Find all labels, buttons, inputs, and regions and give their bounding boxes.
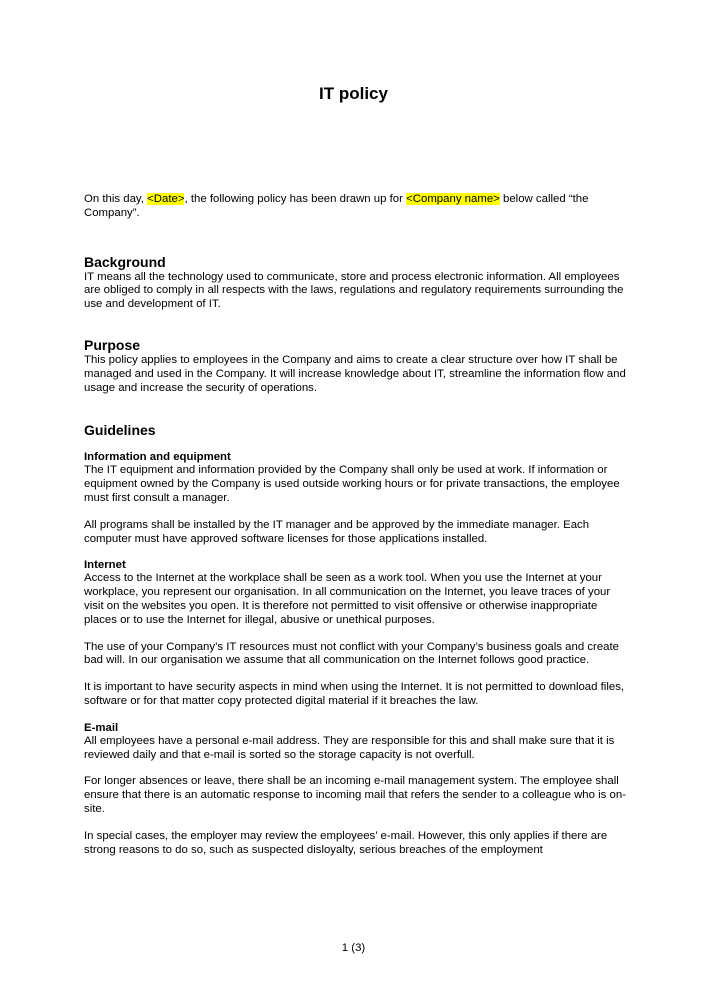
email-paragraph-1: All employees have a personal e-mail address. They are responsible for this and shall make sure that it is reviewed daily and that e-mail is sorted so the storage capacity is not overfull. xyxy=(84,734,615,761)
intro-text-2: , the following policy has been drawn up for xyxy=(184,193,407,205)
email-paragraph-2: For longer absences or leave, there shall be an incoming e-mail management system. The employee shall ensure that there is an automatic response to incoming mail that refers the sender to a colleague who is on-site. xyxy=(84,775,626,815)
document-body xyxy=(84,193,629,857)
page-number: 1 (3) xyxy=(341,942,366,954)
background-paragraph: IT means all the technology used to communicate, store and process electronic information. All employees are obliged to comply in all respects with the laws, regulations and regulatory requirements surrounding the use and development of IT. xyxy=(84,270,624,311)
internet-paragraph-2: The use of your Company’s IT resources must not conflict with your Company’s business goals and create bad will. In our organisation we assume that all communication on the Internet follows good practice. xyxy=(84,640,619,667)
internet-heading: Internet xyxy=(84,559,126,572)
information-paragraph-2: All programs shall be installed by the IT manager and be approved by the immediate manager. Each computer must have approved software licenses for those applications installed. xyxy=(84,518,590,545)
intro-text-3: below called “the Company”. xyxy=(84,193,589,219)
document-title: IT policy xyxy=(319,84,388,103)
information-equipment-heading: Information and equipment xyxy=(84,451,231,464)
purpose-heading: Purpose xyxy=(84,336,141,353)
information-paragraph-1: The IT equipment and information provided by the Company shall only be used at work. If information or equipment owned by the Company is used outside working hours or for private transactions, the employee must first consult a manager. xyxy=(84,464,620,504)
date-placeholder: <Date> xyxy=(147,193,185,205)
email-heading: E-mail xyxy=(84,721,119,734)
email-paragraph-3: In special cases, the employer may review the employees’ e-mail. However, this only applies if there are strong reasons to do so, such as suspected disloyalty, serious breaches of the employment xyxy=(84,829,608,856)
internet-paragraph-3: It is important to have security aspects in mind when using the Internet. It is not permitted to download files, software or for that matter copy protected digital material if it breaches the law. xyxy=(84,681,625,707)
intro-paragraph xyxy=(84,193,629,221)
purpose-paragraph: This policy applies to employees in the Company and aims to create a clear structure over how IT shall be managed and used in the Company. It will increase knowledge about IT, streamline the information flow and usage and increase the security of operations. xyxy=(84,353,626,394)
company-name-placeholder: <Company name> xyxy=(406,193,500,205)
intro-text-1: On this day, xyxy=(84,193,148,205)
guidelines-heading: Guidelines xyxy=(84,422,156,439)
internet-paragraph-1: Access to the Internet at the workplace shall be seen as a work tool. When you use the Internet at your workplace, you represent our organisation. In all communication on the Internet, you leave traces of your visit on the websites you open. It is therefore not permitted to visit offensive or otherwise inappropriate places or to use the Internet for illegal, abusive or unethical purposes. xyxy=(84,572,611,626)
background-heading: Background xyxy=(84,253,166,270)
